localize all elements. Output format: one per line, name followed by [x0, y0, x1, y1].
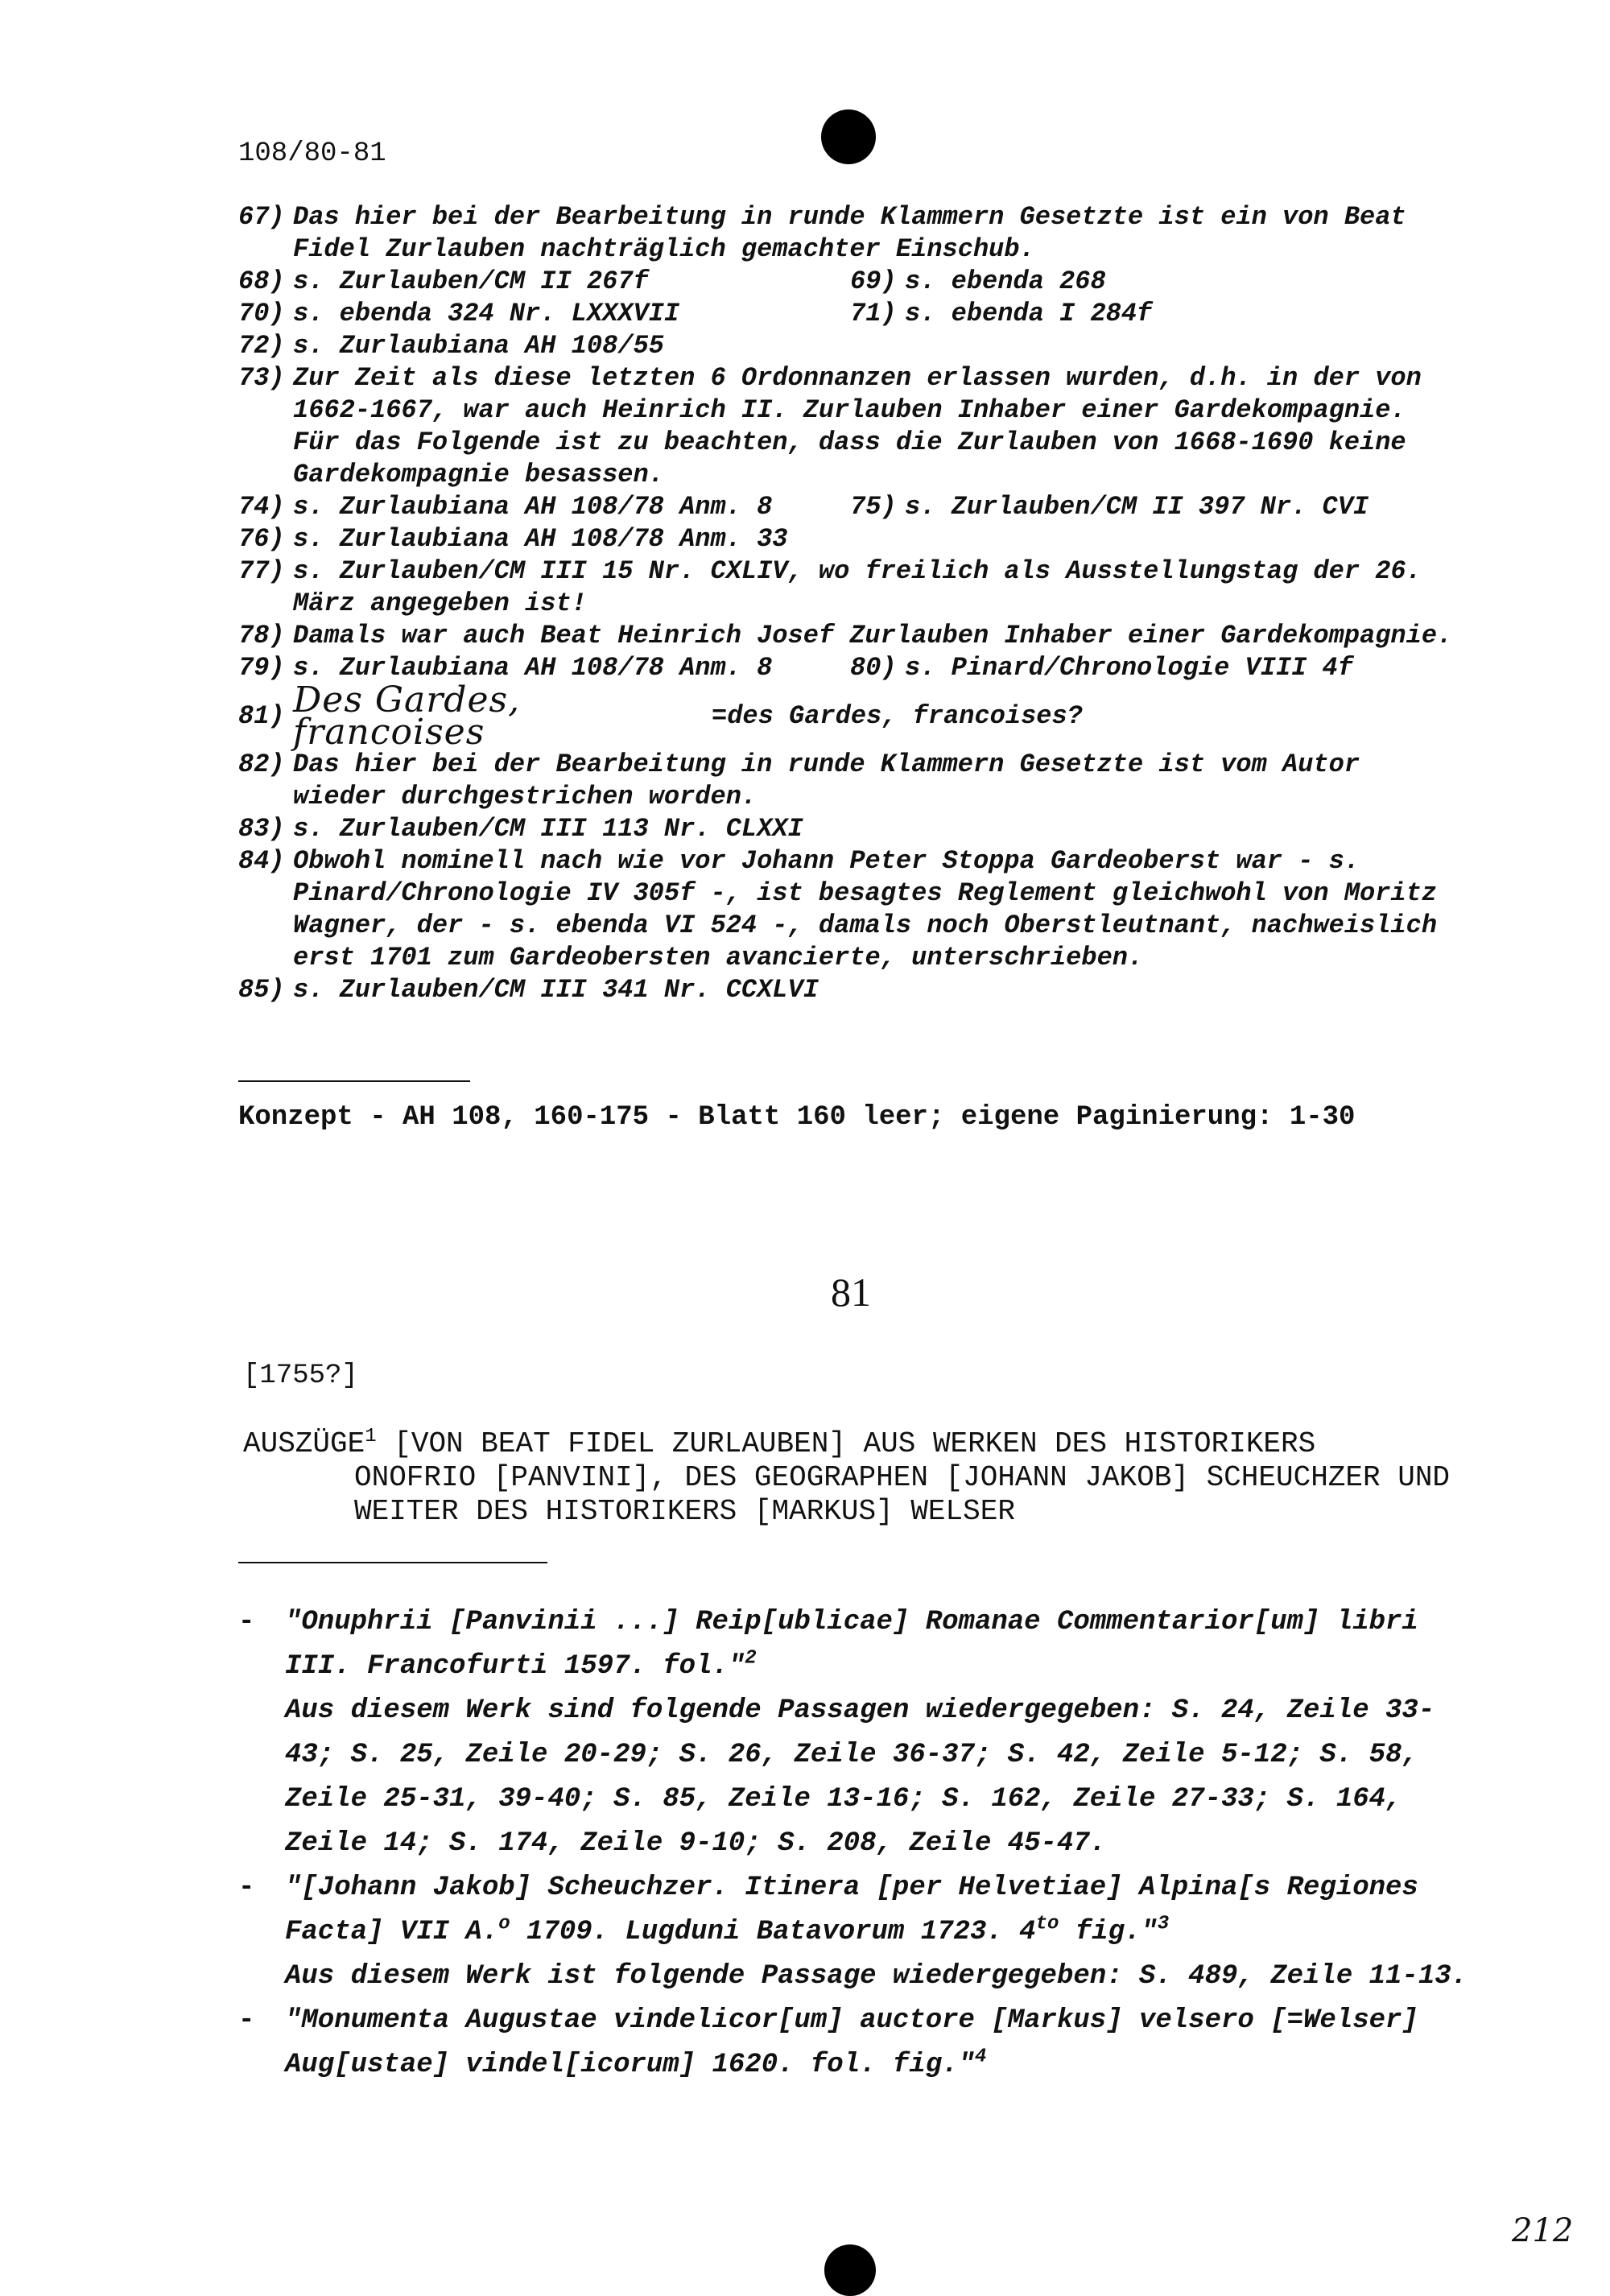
document-title: AUSZÜGE$^1$ [VON BEAT FIDEL ZURLAUBEN] AUS WERKEN DES HISTORIKERS ONOFRIO [PANVINI], DES GEOGRAPHEN [JOHANN JAKOB] SCHEUCHZER UND WEITER DES HISTORIKERS [MARKUS] WELSER: [243, 1426, 1451, 1528]
footnote-85: 85) s. Zurlauben/CM III 341 Nr. CCXLVI: [238, 975, 819, 1005]
footnote-pair-68-69: [238, 266, 1462, 298]
footnote-76: 76) s. Zurlaubiana AH 108/78 Anm. 33: [238, 524, 788, 554]
footnote-84: 84) Obwohl nominell nach wie vor Johann Peter Stoppa Gardeoberst war - s. Pinard/Chronologie IV 305f -, ist besagtes Reglement gleichwohl von Moritz Wagner, der - s. ebenda VI 524 -, damals noch Oberstleutnant, nachweislich erst 1701 zum Gardeobersten avancierte, unterschrieben.: [238, 846, 1438, 972]
footnote-71: 71) s. ebenda I 284f: [850, 299, 1153, 328]
footnote-80: 80) s. Pinard/Chronologie VIII 4f: [850, 653, 1353, 683]
footnote-68: 68) s. Zurlauben/CM II 267f: [238, 266, 649, 296]
list-item: - "Monumenta Augustae vindelicor[um] auctore [Markus] velsero [=Welser] Aug[ustae] vindel[icorum] 1620. fol. fig."$^4$: [238, 2005, 1418, 2080]
list-item: - "Onuphrii [Panvinii ...] Reip[ublicae] Romanae Commentarior[um] libri III. Francofurti 1597. fol."$^2$ Aus diesem Werk sind folgende Passagen wiedergegeben: S. 24, Zeile 33-43; S. 25, Zeile 20-29; S. 26, Zeile 36-37; S. 42, Zeile 5-12; S. 58, Zeile 25-31, 39-40; S. 85, Zeile 13-16; S. 162, Zeile 27-33; S. 164, Zeile 14; S. 174, Zeile 9-10; S. 208, Zeile 45-47.: [238, 1607, 1435, 1859]
punch-hole-bottom: [824, 2244, 876, 2296]
handwritten-page-number: 212: [1512, 2212, 1574, 2249]
footnote-81: 81) Des Gardes, francoises =des Gardes, francoises?: [238, 679, 1083, 753]
footnote-67: 67) Das hier bei der Bearbeitung in runde Klammern Gesetzte ist ein von Beat Fidel Zurlauben nachträglich gemachter Einschub.: [238, 202, 1406, 264]
footnote-75: 75) s. Zurlauben/CM II 397 Nr. CVI: [850, 492, 1369, 522]
excerpt-list: [238, 1600, 1470, 2087]
handwritten-annotation: Des Gardes, francoises: [293, 679, 521, 753]
divider-title: [238, 1562, 547, 1563]
footnote-69: 69) s. ebenda 268: [850, 266, 1106, 296]
document-number: 81: [831, 1270, 871, 1315]
footnote-82: 82) Das hier bei der Bearbeitung in runde Klammern Gesetzte ist vom Autor wieder durchgestrichen worden.: [238, 750, 1360, 811]
page-reference: 108/80-81: [238, 138, 386, 169]
footnote-pair-70-71: [238, 298, 1462, 330]
footnote-74: 74) s. Zurlaubiana AH 108/78 Anm. 8: [238, 492, 773, 522]
footnote-83: 83) s. Zurlauben/CM III 113 Nr. CLXXI: [238, 814, 803, 844]
footnotes-section: [238, 201, 1462, 1006]
footnote-73: 73) Zur Zeit als diese letzten 6 Ordonnanzen erlassen wurden, d.h. in der von 1662-1667, war auch Heinrich II. Zurlauben Inhaber einer Gardekompagnie. Für das Folgende ist zu beachten, dass die Zurlauben von 1668-1690 keine Gardekompagnie besassen.: [238, 363, 1422, 489]
list-item: - "[Johann Jakob] Scheuchzer. Itinera [per Helvetiae] Alpina[s Regiones Facta] VII A.$^o$ 1709. Lugduni Batavorum 1723. $4^{to}$ fig."$^3$ Aus diesem Werk ist folgende Passage wiedergegeben: S. 489, Zeile 11-13.: [238, 1873, 1468, 1992]
punch-hole-top: [821, 109, 876, 164]
footnote-pair-74-75: [238, 491, 1462, 523]
footnote-77: 77) s. Zurlauben/CM III 15 Nr. CXLIV, wo freilich als Ausstellungstag der 26. März angegeben ist!: [238, 556, 1422, 618]
footnote-70: 70) s. ebenda 324 Nr. LXXXVII: [238, 299, 680, 328]
document-date: [1755?]: [243, 1361, 358, 1391]
footnote-72: 72) s. Zurlaubiana AH 108/55: [238, 331, 664, 361]
divider-konzept: [238, 1080, 470, 1082]
konzept-note: Konzept - AH 108, 160-175 - Blatt 160 leer; eigene Paginierung: 1-30: [238, 1102, 1356, 1133]
footnote-78: 78) Damals war auch Beat Heinrich Josef Zurlauben Inhaber einer Gardekompagnie.: [238, 621, 1453, 650]
footnote-79: 79) s. Zurlaubiana AH 108/78 Anm. 8: [238, 653, 773, 683]
